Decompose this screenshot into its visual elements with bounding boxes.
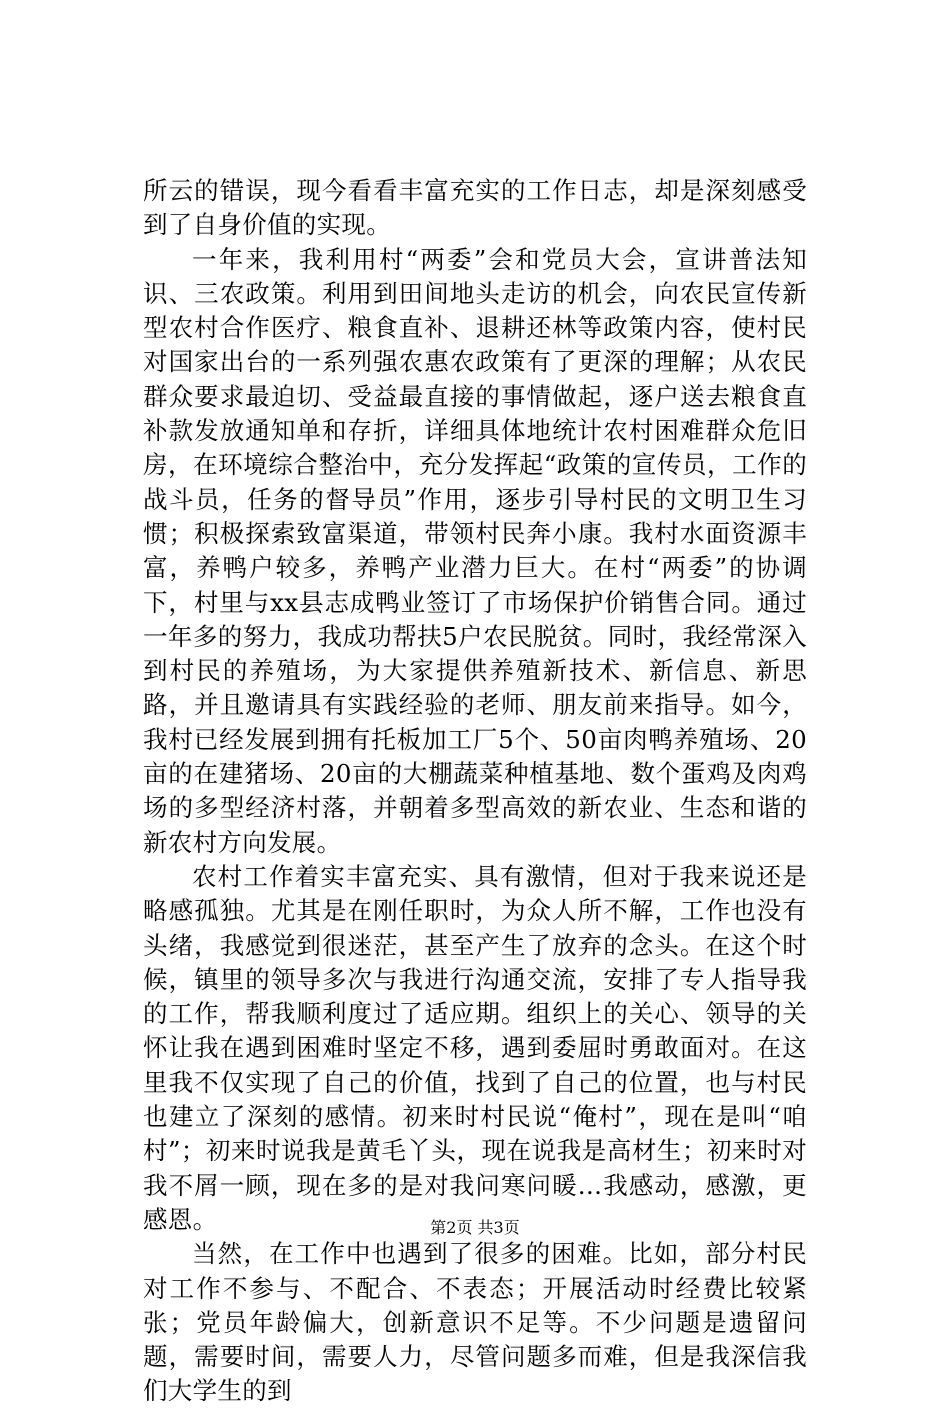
page-number: 第2页 共3页 (430, 1218, 520, 1237)
paragraph-difficulties: 当然，在工作中也遇到了很多的困难。比如，部分村民对工作不参与、不配合、不表态；开展活动时经费比较紧张；党员年龄偏大，创新意识不足等。不少问题是遗留问题，需要时间，需要人力，尽管问题多而难，但是我深信我们大学生的到 (143, 1239, 807, 1406)
paragraph-continuation: 所云的错误，现今看看丰富充实的工作日志，却是深刻感受到了自身价值的实现。 (143, 176, 807, 240)
paragraph-work-summary: 一年来，我利用村“两委”会和党员大会，宣讲普法知识、三农政策。利用到田间地头走访的机会，向农民宣传新型农村合作医疗、粮食直补、退耕还林等政策内容，使村民对国家出台的一系列强农惠农政策有了更深的理解；从农民群众要求最迫切、受益最直接的事情做起，逐户送去粮食直补款发放通知单和存折，详细具体地统计农村困难群众危旧房，在环境综合整治中，充分发挥起“政策的宣传员，工作的战斗员，任务的督导员”作用，逐步引导村民的文明卫生习惯；积极探索致富渠道，带领村民奔小康。我村水面资源丰富，养鸭户较多，养鸭产业潜力巨大。在村“两委”的协调下，村里与xx县志成鸭业签订了市场保护价销售合同。通过一年多的努力，我成功帮扶5户农民脱贫。同时，我经常深入到村民的养殖场，为大家提供养殖新技术、新信息、新思路，并且邀请具有实践经验的老师、朋友前来指导。如今，我村已经发展到拥有托板加工厂5个、50亩肉鸭养殖场、20亩的在建猪场、20亩的大棚蔬菜种植基地、数个蛋鸡及肉鸡场的多型经济村落，并朝着多型高效的新农业、生态和谐的新农村方向发展。 (143, 244, 807, 857)
paragraph-personal-feelings: 农村工作着实丰富充实、具有激情，但对于我来说还是略感孤独。尤其是在刚任职时，为众人所不解，工作也没有头绪，我感觉到很迷茫，甚至产生了放弃的念头。在这个时候，镇里的领导多次与我进行沟通交流，安排了专人指导我的工作，帮我顺利度过了适应期。组织上的关心、领导的关怀让我在遇到困难时坚定不移，遇到委屈时勇敢面对。在这里我不仅实现了自己的价值，找到了自己的位置，也与村民也建立了深刻的感情。初来时村民说“俺村”，现在是叫“咱村”；初来时说我是黄毛丫头，现在说我是高材生；初来时对我不屑一顾，现在多的是对我问寒问暖…我感动，感激，更感恩。 (143, 861, 807, 1234)
